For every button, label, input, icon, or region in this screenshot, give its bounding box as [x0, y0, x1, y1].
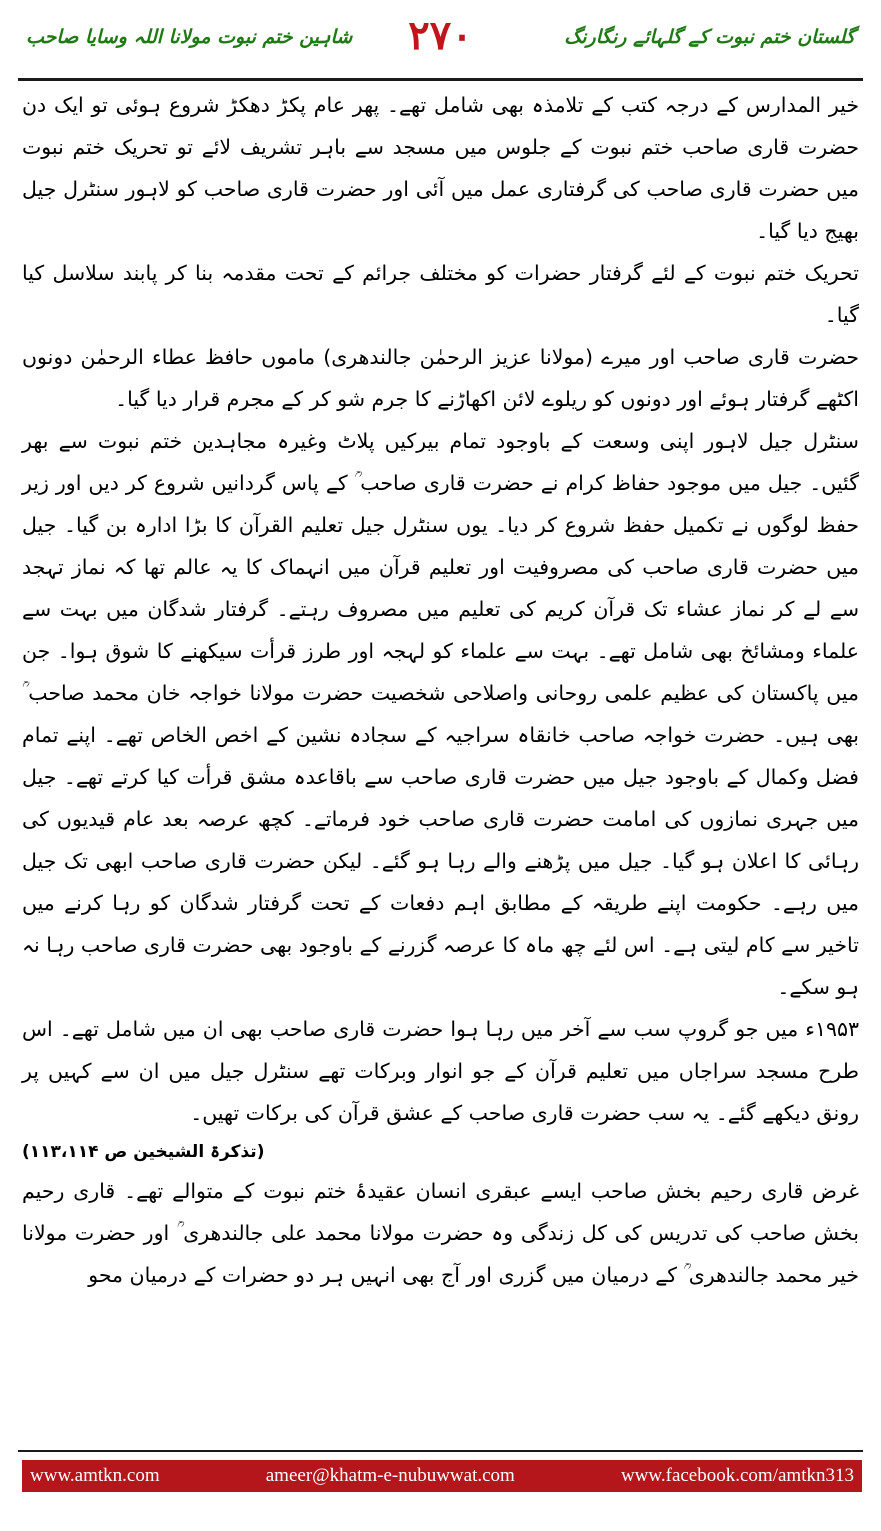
book-title: گلستان ختم نبوت کے گلہائے رنگارنگ: [564, 26, 855, 48]
citation-text: (تذکرۃ الشیخین ص ۱۱۳،۱۱۴): [22, 1142, 265, 1162]
paragraph-2: تحریک ختم نبوت کے لئے گرفتار حضرات کو مختلف جرائم کے تحت مقدمہ بنا کر پابند سلاسل کیا گیا۔: [22, 261, 859, 327]
paragraph-1: خیر المدارس کے درجہ کتب کے تلامذہ بھی شامل تھے۔ پھر عام پکڑ دھکڑ شروع ہوئی تو ایک دن حضرت قاری صاحب ختم نبوت کے جلوس میں مسجد سے باہر تشریف لائے تو تحریک ختم نبوت میں حضرت قاری صاحب کی گرفتاری عمل میں آئی اور حضرت قاری صاحب کو لاہور سنٹرل جیل بھیج دیا گیا۔: [22, 93, 859, 243]
page-header: [18, 6, 863, 78]
page-footer: [22, 1460, 862, 1492]
email-link[interactable]: ameer@khatm-e-nubuwwat.com: [265, 1465, 515, 1486]
page-body: [22, 84, 859, 1296]
paragraph-3: حضرت قاری صاحب اور میرے (مولانا عزیز الرحمٰن جالندھری) ماموں حافظ عطاء الرحمٰن دونوں اکٹھے گرفتار ہوئے اور دونوں کو ریلوے لائن اکھاڑنے کا جرم شو کر کے مجرم قرار دیا گیا۔: [22, 345, 859, 411]
chapter-title: شاہین ختم نبوت مولانا اللہ وسایا صاحب: [26, 26, 353, 48]
closing-paragraph: غرض قاری رحیم بخش صاحب ایسے عبقری انسان عقیدۂ ختم نبوت کے متوالے تھے۔ قاری رحیم بخش صاحب کی تدریس کی کل زندگی وہ حضرت مولانا محمد علی جالندھری ؒ اور حضرت مولانا خیر محمد جالندھری ؒ کے درمیان میں گزری اور آج بھی انہیں ہر دو حضرات کے درمیان محو: [22, 1179, 859, 1287]
paragraph-4: سنٹرل جیل لاہور اپنی وسعت کے باوجود تمام بیرکیں پلاٹ وغیرہ مجاہدین ختم نبوت سے بھر گئیں۔ جیل میں موجود حفاظ کرام نے حضرت قاری صاحب ؒ کے پاس گردانیں شروع کر دیں اور زیر حفظ لوگوں نے تکمیل حفظ شروع کر دیا۔ یوں سنٹرل جیل تعلیم القرآن کا بڑا ادارہ بن گیا۔ جیل میں حضرت قاری صاحب کی مصروفیت اور تعلیم قرآن میں انہماک کا یہ عالم تھا کہ نماز تہجد سے لے کر نماز عشاء تک قرآن کریم کی تعلیم میں مصروف رہتے۔ گرفتار شدگان میں بہت سے علماء ومشائخ بھی شامل تھے۔ بہت سے علماء کو لہجہ اور طرز قرأت سیکھنے کا شوق ہوا۔ جن میں پاکستان کی عظیم علمی روحانی واصلاحی شخصیت حضرت مولانا خواجہ خان محمد صاحب ؒ بھی ہیں۔ حضرت خواجہ صاحب خانقاہ سراجیہ کے سجادہ نشین کے اخص الخاص تھے۔ اپنے تمام فضل وکمال کے باوجود جیل میں حضرت قاری صاحب سے باقاعدہ مشق قرأت کیا کرتے تھے۔ جیل میں جہری نمازوں کی امامت حضرت قاری صاحب خود فرماتے۔ کچھ عرصہ بعد عام قیدیوں کی رہائی کا اعلان ہو گیا۔ جیل میں پڑھنے والے رہا ہو گئے۔ لیکن حضرت قاری صاحب ابھی تک جیل میں رہے۔ حکومت اپنے طریقہ کے مطابق اہم دفعات کے تحت گرفتار شدگان کو رہا کرنے میں تاخیر سے کام لیتی ہے۔ اس لئے چھ ماہ کا عرصہ گزرنے کے باوجود بھی حضرت قاری صاحب رہا نہ ہو سکے۔: [22, 429, 859, 999]
paragraph-5: ۱۹۵۳ء میں جو گروپ سب سے آخر میں رہا ہوا حضرت قاری صاحب بھی ان میں شامل تھے۔ اس طرح مسجد سراجاں میں تعلیم قرآن کے جو انوار وبرکات تھے سنٹرل جیل میں ان سے کہیں پر رونق دیکھے گئے۔ یہ سب حضرت قاری صاحب کے عشق قرآن کی برکات تھیں۔: [22, 1017, 859, 1125]
page-number: ۲۷۰: [408, 12, 473, 59]
facebook-link[interactable]: www.facebook.com/amtkn313: [620, 1465, 854, 1486]
citation: [22, 1134, 859, 1170]
website-link[interactable]: www.amtkn.com: [30, 1465, 160, 1486]
header-divider: [18, 78, 863, 81]
footer-divider: [18, 1450, 863, 1452]
